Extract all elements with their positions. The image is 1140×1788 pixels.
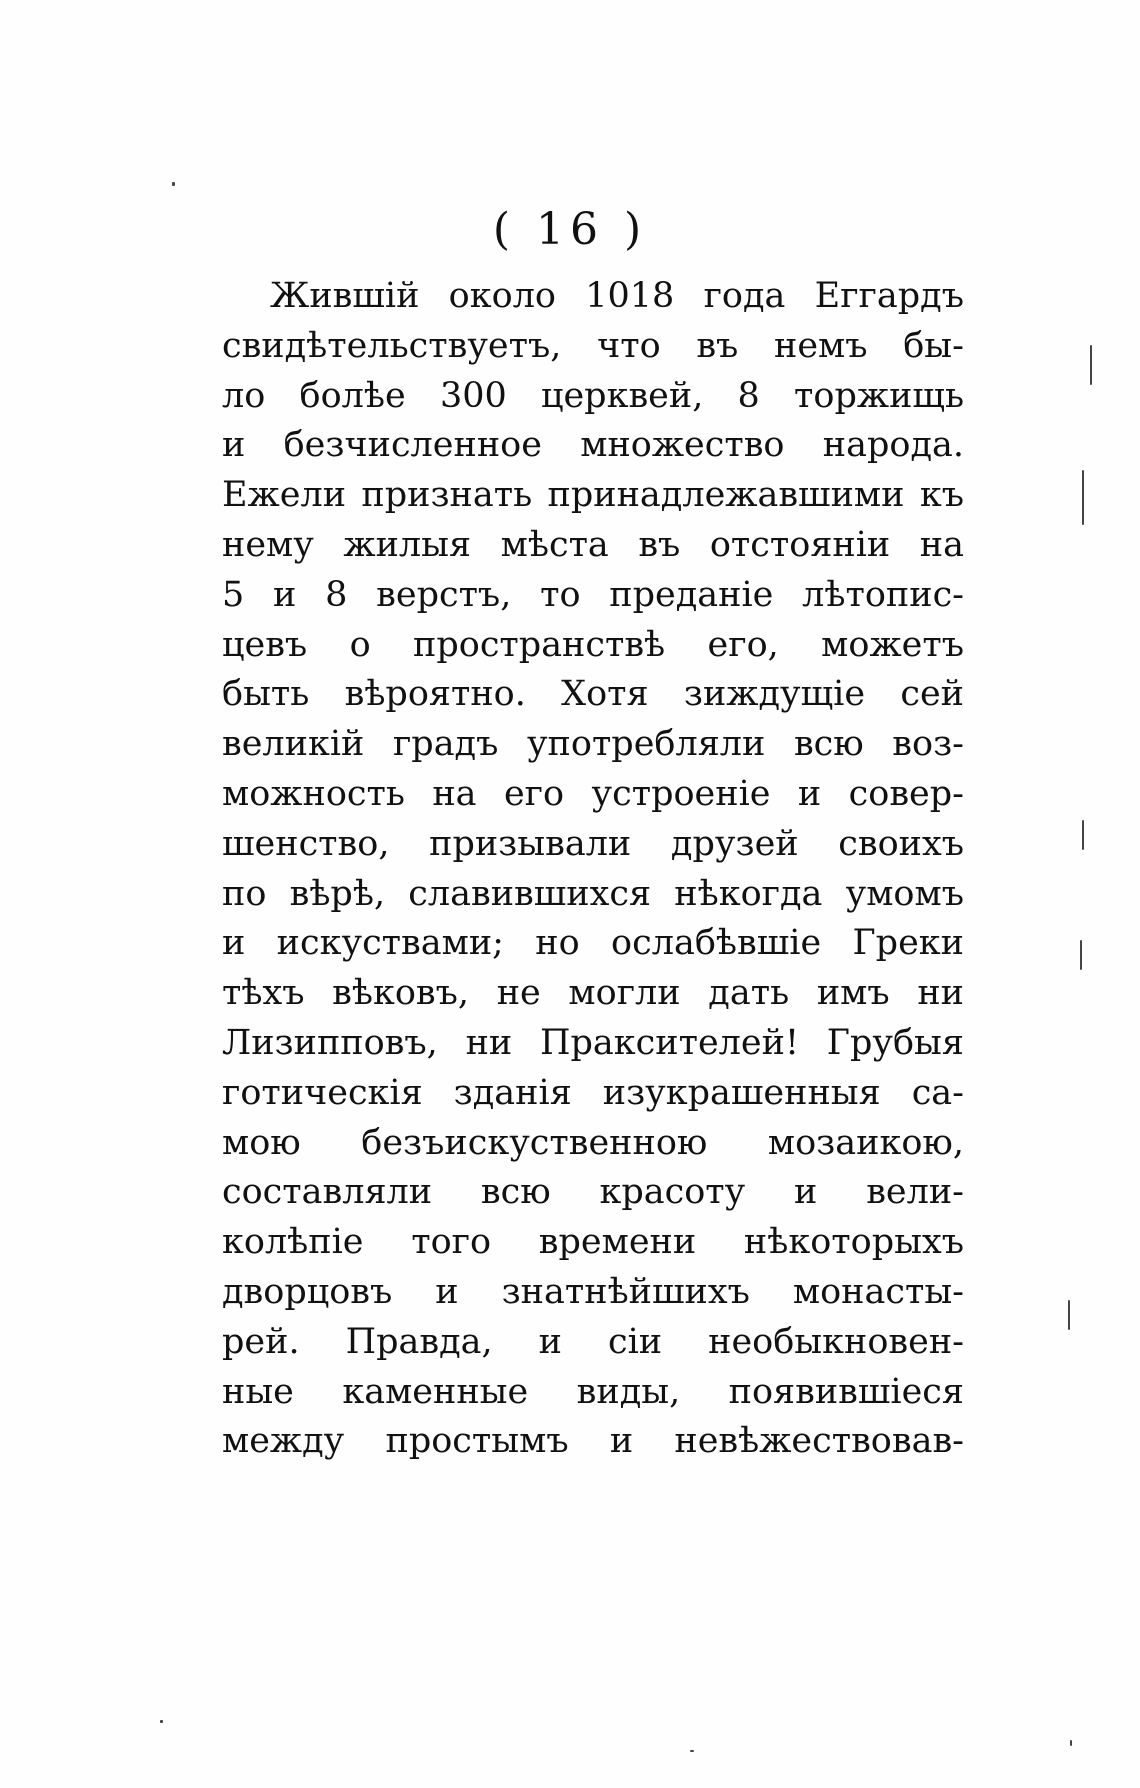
text-line: колѣпіе того времени нѣкоторыхъ [222,1222,964,1263]
text-line: можность на его устроеніе и совер- [222,773,964,814]
scan-speck [1080,940,1082,970]
page-number: ( 16 ) [492,204,648,255]
scan-speck [172,182,175,186]
text-line: ло болѣе 300 церквей, 8 торжищь [222,375,964,416]
text-line: великій градъ употребляли всю воз- [222,724,964,765]
text-line: между простымъ и невѣжествовав- [222,1421,964,1462]
scan-speck [160,1720,163,1723]
scan-speck [1070,1740,1072,1746]
text-line: и искуствами; но ослабѣвшіе Греки [222,923,964,964]
text-line: 5 и 8 верстъ, то преданіе лѣтопис- [222,574,964,615]
text-line: рей. Правда, и сіи необыкновен- [222,1321,964,1362]
text-line: и безчисленное множество народа. [222,425,964,466]
scan-speck [1090,345,1092,385]
text-line: Жившій около 1018 года Еггардъ [270,276,964,316]
scan-speck [1082,470,1084,525]
text-line: дворцовъ и знатнѣйшихъ монасты- [222,1271,964,1312]
text-line: тѣхъ вѣковъ, не могли дать имъ ни [222,973,964,1014]
text-line: мою безъискуственною мозаикою, [222,1122,964,1163]
text-line: нему жилыя мѣста въ отстояніи на [222,524,964,565]
text-line: готическія зданія изукрашенныя са- [222,1072,964,1113]
text-line: быть вѣроятно. Хотя зиждущіе сей [222,674,964,715]
text-line: шенство, призывали друзей своихъ [222,823,964,864]
text-line: цевъ о пространствѣ его, можетъ [222,624,964,665]
text-line: составляли всю красоту и вели- [222,1172,964,1213]
text-line: ные каменные виды, появившіеся [222,1371,964,1412]
scan-speck [1068,1300,1070,1330]
scan-speck [1082,820,1084,850]
body-text [222,272,964,1467]
scan-speck [690,1750,694,1752]
text-line: Лизипповъ, ни Праксителей! Грубыя [222,1022,964,1063]
text-line: Ежели признать принадлежавшими къ [222,475,964,516]
text-line: свидѣтельствуетъ, что въ немъ бы- [222,325,964,366]
text-line: по вѣрѣ, славившихся нѣкогда умомъ [222,873,964,914]
